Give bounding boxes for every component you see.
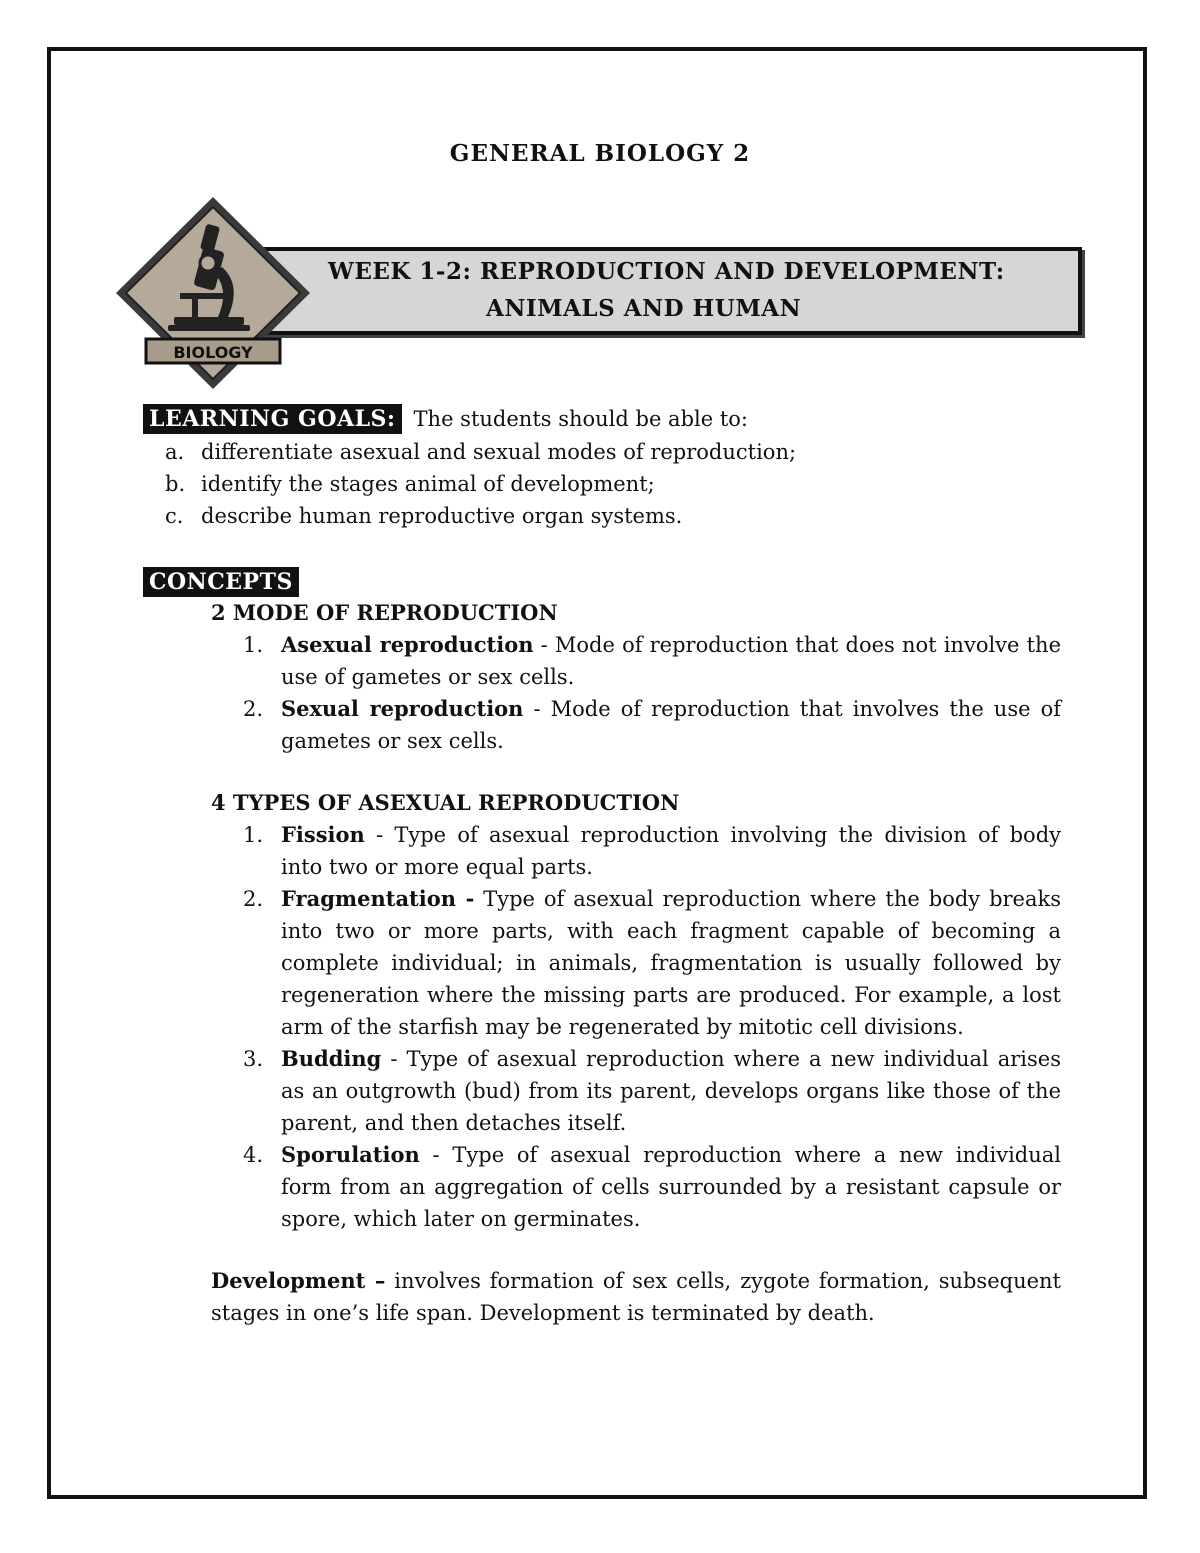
concepts-label: CONCEPTS	[143, 567, 299, 597]
list-item: 3. Budding - Type of asexual reproduction where a new individual arises as an outgrowth (bud) from its parent, develops organs like those of the parent, and then detaches itself.	[243, 1046, 1061, 1135]
types-heading: 4 TYPES OF ASEXUAL REPRODUCTION	[211, 790, 680, 815]
modes-heading: 2 MODE OF REPRODUCTION	[211, 600, 558, 625]
list-item: 2. Fragmentation - Type of asexual reproduction where the body breaks into two or more parts, with each fragment capable of becoming a complete individual; in animals, fragmentation is usually followed by regeneration where the missing parts are produced. For example, a lost arm of the starfish may be regenerated by mitotic cell divisions.	[243, 886, 1062, 1039]
concepts-section	[143, 567, 1073, 1329]
list-item: 1. Fission - Type of asexual reproduction involving the division of body into two or more equal parts.	[243, 822, 1061, 879]
logo-label: BIOLOGY	[173, 343, 253, 362]
banner-title-line2: ANIMALS AND HUMAN	[486, 295, 802, 322]
list-item: 1. Asexual reproduction - Mode of reproduction that does not involve the use of gametes or sex cells.	[243, 632, 1062, 689]
banner-title-line1: WEEK 1-2: REPRODUCTION AND DEVELOPMENT:	[328, 258, 1005, 285]
learning-goals-section	[143, 404, 1073, 532]
list-item: 2. Sexual reproduction - Mode of reproduction that involves the use of gametes or sex cells.	[243, 696, 1061, 753]
learning-goals-label: LEARNING GOALS:	[143, 404, 402, 434]
list-item: b. identify the stages animal of development;	[165, 472, 655, 496]
development-paragraph: Development – involves formation of sex cells, zygote formation, subsequent stages in one’s life span. Development is terminated by death.	[211, 1268, 1061, 1325]
learning-goals-intro: The students should be able to:	[413, 407, 748, 431]
list-item: 4. Sporulation - Type of asexual reproduction where a new individual form from an aggregation of cells surrounded by a resistant capsule or spore, which later on germinates.	[243, 1142, 1061, 1231]
learning-goals-list	[165, 436, 1073, 532]
list-item: a. differentiate asexual and sexual modes of reproduction;	[165, 440, 797, 464]
list-item: c. describe human reproductive organ systems.	[165, 504, 683, 528]
biology-logo	[110, 193, 320, 393]
document-title: GENERAL BIOLOGY 2	[449, 140, 751, 167]
